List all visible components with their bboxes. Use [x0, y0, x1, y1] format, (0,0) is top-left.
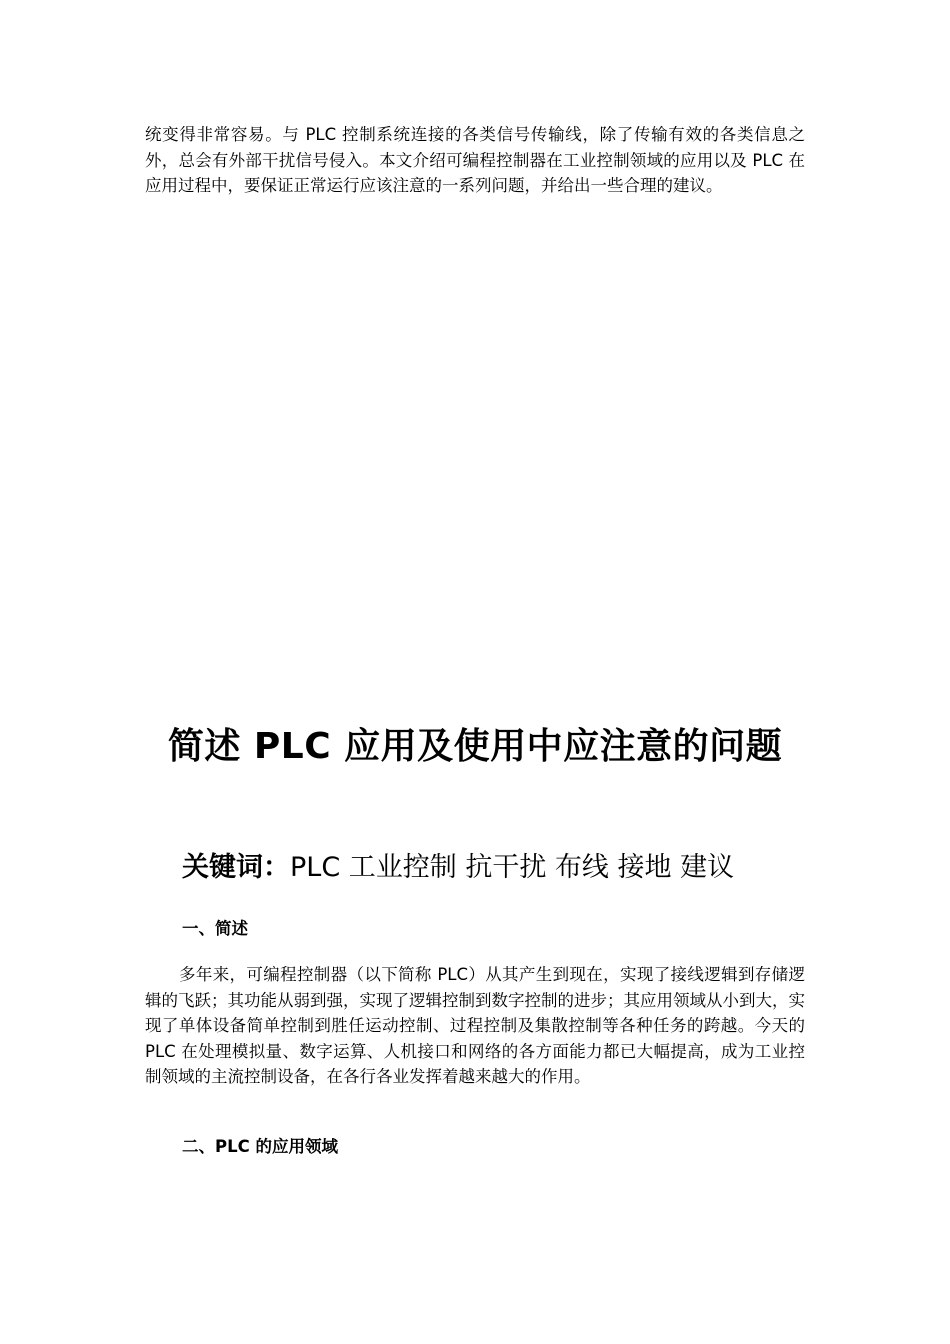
keywords-terms: PLC 工业控制 抗干扰 布线 接地 建议 — [290, 852, 735, 883]
intro-paragraph: 统变得非常容易。与 PLC 控制系统连接的各类信号传输线，除了传输有效的各类信息之外，总会有外部干扰信号侵入。本文介绍可编程控制器在工业控制领域的应用以及 PLC 在应用过程中，要保证正常运行应该注意的一系列问题，并给出一些合理的建议。 — [145, 125, 805, 195]
section-overview-body: 多年来，可编程控制器（以下简称 PLC）从其产生到现在，实现了接线逻辑到存储逻辑的飞跃；其功能从弱到强，实现了逻辑控制到数字控制的进步；其应用领域从小到大，实现了单体设备简单控制到胜任运动控制、过程控制及集散控制等各种任务的跨越。今天的 PLC 在处理模拟量、数字运算、人机接口和网络的各方面能力都已大幅提高，成为工业控制领域的主流控制设备，在各行各业发挥着越来越大的作用。 — [145, 965, 805, 1086]
section-heading-overview: 一、简述 — [182, 919, 248, 938]
keywords-line — [182, 848, 882, 888]
section-heading-applications: 二、PLC 的应用领域 — [182, 1137, 338, 1156]
document-title: 简述 PLC 应用及使用中应注意的问题 — [167, 726, 783, 767]
keywords-label: 关键词： — [182, 852, 290, 883]
